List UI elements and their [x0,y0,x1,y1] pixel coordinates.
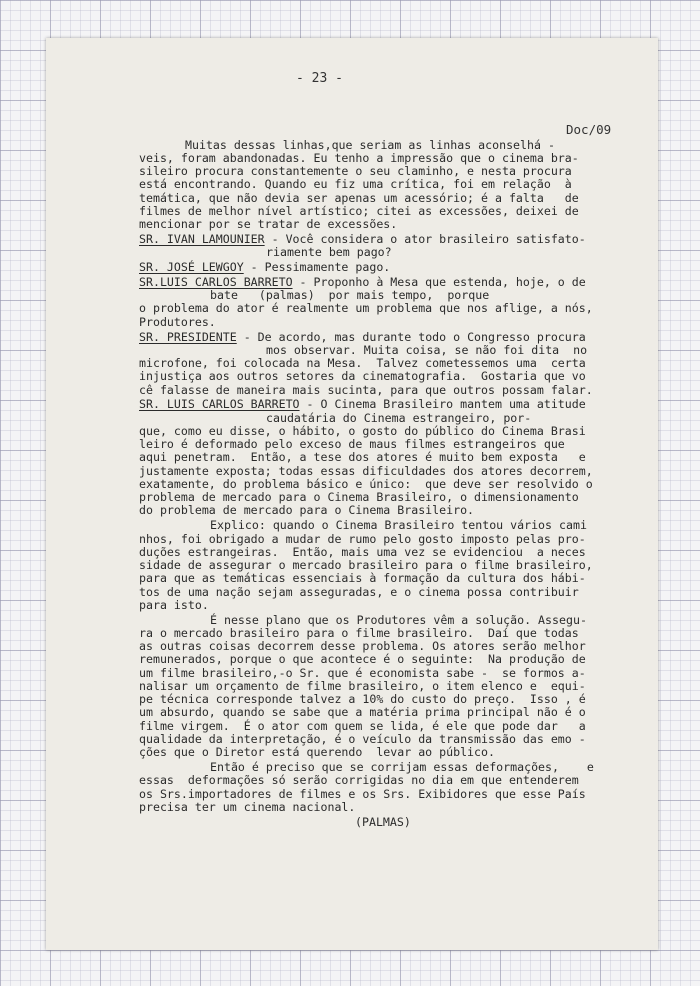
text-line [139,191,579,205]
line-text: sidade de assegurar o mercado brasileiro para o filme brasileiro, [139,558,593,572]
text-line [139,383,593,397]
line-text: exatamente, do problema básico e único: que deve ser resolvido o [139,477,593,491]
line-text: filmes de melhor nível artístico; citei as excessões, deixei de [139,204,579,218]
line-text: - De acordo, mas durante todo o Congresso procura [236,330,586,344]
line-text: bate (palmas) por mais tempo, porque [210,288,490,302]
text-line [139,164,572,178]
line-text: essas deformações só serão corrigidas no dia em que entenderem [139,773,579,787]
text-line [139,437,565,451]
text-line [139,545,586,559]
line-text: um filme brasileiro,-o Sr. que é economista sabe - se formos a- [139,666,586,680]
line-text: duções estrangeiras. Então, mais uma vez se evidenciou a neces [139,545,586,559]
speaker-name: SR. PRESIDENTE [139,330,237,344]
line-text: para isto. [139,598,209,612]
text-line [139,217,397,231]
page-number: - 23 - [296,71,343,86]
text-line [139,503,474,517]
text-line [139,732,586,746]
text-line [210,613,587,627]
text-line [139,558,593,572]
line-text: leiro é deformado pelo exceso de maus filmes estrangeiros que [139,437,565,451]
text-line [139,692,586,706]
line-text: um absurdo, quando se sabe que a matéria prima principal não é o [139,705,586,719]
text-line [210,288,489,302]
line-text: riamente bem pago? [266,245,392,259]
line-text: filme virgem. É o ator com quem se lida, é ele que pode dar a [139,719,586,733]
line-text: veis, foram abandonadas. Eu tenho a impressão que o cinema bra- [139,151,579,165]
text-line [266,411,531,425]
text-line [185,138,555,152]
speaker-line [139,232,586,246]
text-line [139,800,355,814]
line-text: Então é preciso que se corrijam essas deformações, e [210,760,594,774]
line-text: - Você considera o ator brasileiro satisfato- [264,232,586,246]
text-line [266,343,587,357]
line-text: do problema de mercado para o Cinema Brasileiro. [139,503,475,517]
text-line [139,787,586,801]
text-line [139,450,586,464]
text-line [139,151,579,165]
speaker-name: SR.LUIS CARLOS BARRETO [139,275,293,289]
line-text: os Srs.importadores de filmes e os Srs. Exibidores que esse País [139,787,586,801]
line-text: tos de uma nação sejam asseguradas, e o cinema possa contribuir [139,585,579,599]
line-text: ra o mercado brasileiro para o filme brasileiro. Daí que todas [139,626,579,640]
text-line [210,518,587,532]
line-text: as outras coisas decorrem desse problema. Os atores serão melhor [139,639,586,653]
text-line [139,598,209,612]
line-text: microfone, foi colocada na Mesa. Talvez cometessemos uma certa [139,356,586,370]
text-line [139,719,586,733]
text-line [139,666,586,680]
line-text: nalisar um orçamento de filme brasileiro, o item elenco e equi- [139,679,586,693]
line-text: remunerados, porque o que acontece é o seguinte: Na produção de [139,652,586,666]
line-text: temática, que não devia ser apenas um acessório; é a falta de [139,191,579,205]
line-text: o problema do ator é realmente um problema que nos aflige, a nós, [139,301,593,315]
line-text: mencionar por se tratar de excessões. [139,217,398,231]
text-line [139,490,579,504]
text-line [139,477,593,491]
speaker-name: SR. LUIS CARLOS BARRETO [139,397,300,411]
line-text: - Proponho à Mesa que estenda, hoje, o de [292,275,586,289]
text-line [139,301,593,315]
text-line [139,705,586,719]
text-line [139,315,216,329]
line-text: Muitas dessas linhas,que seriam as linhas aconselhá - [185,138,555,152]
line-text: (PALMAS) [355,815,411,829]
line-text: justamente exposta; todas essas dificuldades dos atores decorrem, [139,464,593,478]
text-line [139,177,572,191]
line-text: ções que o Diretor está querendo levar ao público. [139,745,495,759]
text-line [139,204,579,218]
line-text: sileiro procura constantemente o seu claminho, e nesta procura [139,164,572,178]
text-line [139,369,586,383]
speaker-line [139,330,586,344]
line-text: precisa ter um cinema nacional. [139,800,356,814]
line-text: Produtores. [139,315,216,329]
speaker-name: SR. IVAN LAMOUNIER [139,232,265,246]
text-line [139,464,593,478]
line-text: nhos, foi obrigado a mudar de rumo pelo gosto imposto pelas pro- [139,532,586,546]
text-line [355,815,411,829]
text-line [139,626,579,640]
line-text: está encontrando. Quando eu fiz uma crítica, foi em relação à [139,177,572,191]
line-text: qualidade da interpretação, é o veículo da transmissão das emo - [139,732,586,746]
speaker-name: SR. JOSÉ LEWGOY [139,260,244,274]
text-line [139,639,586,653]
text-line [266,245,392,259]
line-text: injustiça aos outros setores da cinematografia. Gostaria que vo [139,369,586,383]
line-text: aqui penetram. Então, a tese dos atores é muito bem exposta e [139,450,586,464]
speaker-line [139,275,586,289]
line-text: que, como eu disse, o hábito, o gosto do público do Cinema Brasi [139,424,586,438]
text-line [139,571,586,585]
text-line [139,532,586,546]
line-text: para que as temáticas essenciais à formação da cultura dos hábi- [139,571,586,585]
speaker-line [139,397,586,411]
line-text: Explico: quando o Cinema Brasileiro tentou vários cami [210,518,587,532]
line-text: - O Cinema Brasileiro mantem uma atitude [299,397,586,411]
text-line [139,585,579,599]
text-line [139,745,495,759]
text-line [139,679,586,693]
line-text: pe técnica corresponde talvez a 10% do custo do preço. Isso , é [139,692,586,706]
text-line [139,424,586,438]
line-text: problema de mercado para o Cinema Brasileiro, o dimensionamento [139,490,579,504]
speaker-line [139,260,390,274]
line-text: É nesse plano que os Produtores vêm a solução. Assegu- [210,613,587,627]
line-text: - Pessimamente pago. [243,260,391,274]
document-code: Doc/09 [566,122,612,137]
text-line [139,652,586,666]
text-line [210,760,594,774]
line-text: mos observar. Muita coisa, se não foi dita no [266,343,588,357]
line-text: caudatária do Cinema estrangeiro, por- [266,411,532,425]
text-line [139,773,579,787]
text-line [139,356,586,370]
line-text: cê falasse de maneira mais sucinta, para que outros possam falar. [139,383,593,397]
